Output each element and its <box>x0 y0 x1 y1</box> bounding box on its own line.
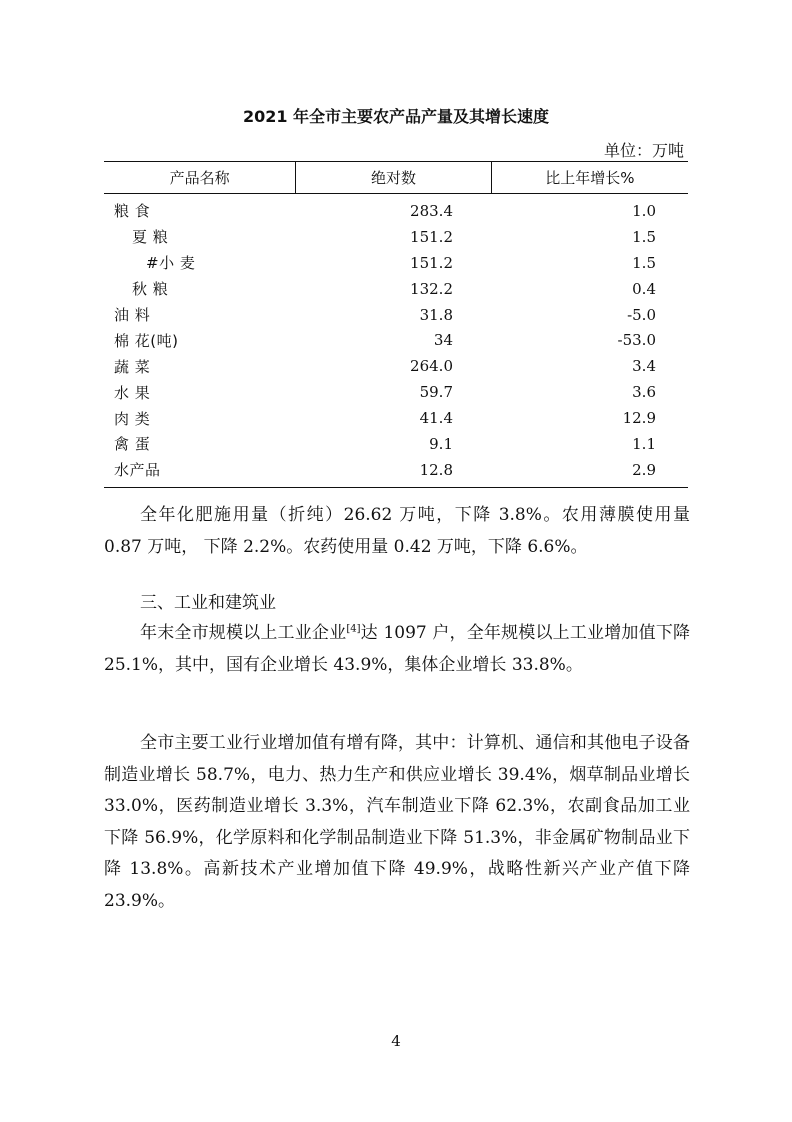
table-row <box>104 353 688 379</box>
row-value: 283.4 <box>410 201 453 220</box>
row-name: 秋 粮 <box>132 280 169 299</box>
paragraph-industry-a: 年末全市规模以上工业企业 <box>140 623 347 643</box>
row-name: #小 麦 <box>146 254 196 273</box>
table-row <box>104 457 688 483</box>
table-title: 2021 年全市主要农产品产量及其增长速度 <box>242 107 550 126</box>
row-value: 31.8 <box>419 305 453 324</box>
table-row <box>104 379 688 405</box>
unit-label: 单位：万吨 <box>603 141 684 160</box>
row-name: 水产品 <box>114 461 161 480</box>
row-value: 151.2 <box>410 253 453 272</box>
row-growth: -5.0 <box>627 305 656 324</box>
row-value: 264.0 <box>410 357 453 376</box>
table-body <box>104 194 688 487</box>
row-name: 禽 蛋 <box>114 435 151 454</box>
table-row <box>104 250 688 276</box>
section-heading: 三、工业和建筑业 <box>140 593 276 613</box>
row-name: 蔬 菜 <box>114 357 151 376</box>
header-product-name: 产品名称 <box>169 169 230 187</box>
paragraph-industry <box>104 618 690 681</box>
table-row <box>104 431 688 457</box>
row-growth: 1.5 <box>632 253 656 272</box>
table-row <box>104 405 688 431</box>
table-row <box>104 198 688 224</box>
page-number: 4 <box>391 1032 401 1050</box>
row-growth: 1.1 <box>632 434 656 453</box>
table-row <box>104 327 688 353</box>
header-growth: 比上年增长% <box>491 162 688 193</box>
row-value: 12.8 <box>419 460 453 479</box>
paragraph-industry-b: 达 1097 户，全年规模以上工业增加值下降 25.1%，其中，国有企业增长 43.9%，集体企业增长 33.8%。 <box>104 623 691 675</box>
row-value: 9.1 <box>429 434 453 453</box>
row-name: 水 果 <box>114 383 151 402</box>
table-row <box>104 302 688 328</box>
row-growth: 1.5 <box>632 227 656 246</box>
table-header <box>104 162 688 194</box>
row-name: 棉 花(吨) <box>114 331 179 350</box>
row-value: 41.4 <box>419 409 453 428</box>
paragraph-fertilizer: 全年化肥施用量（折纯）26.62 万吨，下降 3.8%。农用薄膜使用量 0.87 万吨， 下降 2.2%。农药使用量 0.42 万吨，下降 6.6%。 <box>104 505 690 557</box>
production-table <box>104 161 688 488</box>
row-growth: 0.4 <box>632 279 656 298</box>
paragraph-industry-sectors: 全市主要工业行业增加值有增有降，其中：计算机、通信和其他电子设备制造业增长 58.7%，电力、热力生产和供应业增长 39.4%，烟草制品业增长 33.0%，医药制造业增长 3.3%，汽车制造业下降 62.3%，农副食品加工业下降 56.9%，化学原料和化学制品制造业下降 51.3%，非金属矿物制品业下降 13.8%。高新技术产业增加值下降 49.9%，战略性新兴产业产值下降 23.9%。 <box>104 733 690 911</box>
row-growth: 12.9 <box>622 409 656 428</box>
table-row <box>104 224 688 250</box>
row-growth: 3.4 <box>632 357 656 376</box>
row-name: 夏 粮 <box>132 228 169 247</box>
table-row <box>104 276 688 302</box>
row-name: 粮 食 <box>114 202 151 221</box>
row-growth: 3.6 <box>632 383 656 402</box>
footnote-ref: [4] <box>346 623 361 635</box>
header-absolute: 绝对数 <box>295 162 490 193</box>
row-name: 肉 类 <box>114 409 151 428</box>
row-value: 132.2 <box>410 279 453 298</box>
row-growth: -53.0 <box>617 331 656 350</box>
row-value: 59.7 <box>419 383 453 402</box>
row-value: 151.2 <box>410 227 453 246</box>
row-name: 油 料 <box>114 306 151 324</box>
row-value: 34 <box>433 331 453 350</box>
row-growth: 1.0 <box>632 201 656 220</box>
row-growth: 2.9 <box>632 460 656 479</box>
